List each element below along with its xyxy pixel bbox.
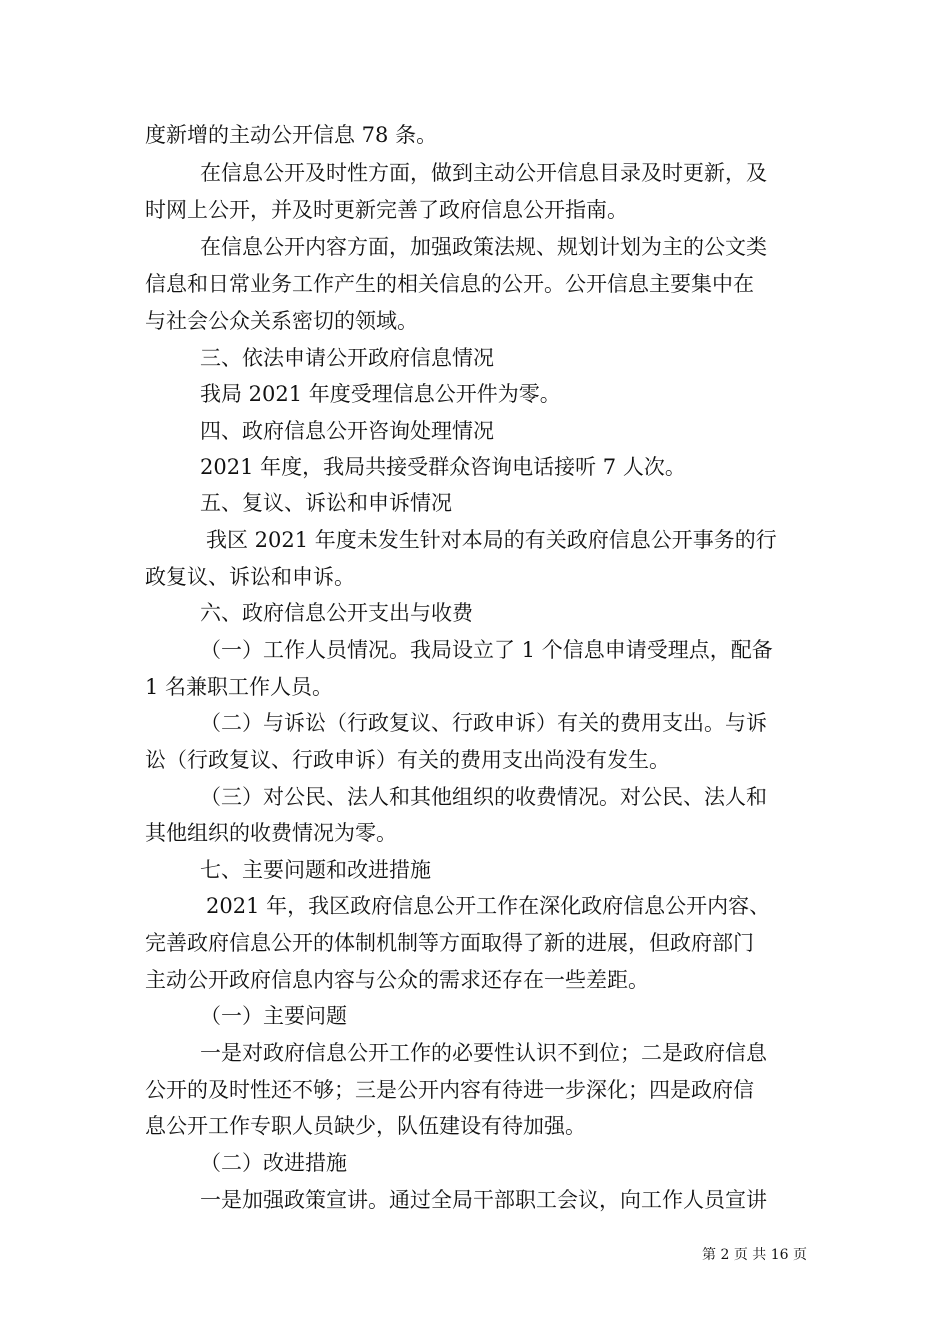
text-line: 1 名兼职工作人员。 xyxy=(145,675,334,699)
text-line: 时网上公开，并及时更新完善了政府信息公开指南。 xyxy=(145,198,628,222)
section-heading: 五、复议、诉讼和申诉情况 xyxy=(200,491,452,515)
text-line: 我局 2021 年度受理信息公开件为零。 xyxy=(200,382,561,406)
text-line: （三）对公民、法人和其他组织的收费情况。对公民、法人和 xyxy=(200,785,767,809)
section-heading: 三、依法申请公开政府信息情况 xyxy=(200,346,494,370)
text-line: 公开的及时性还不够；三是公开内容有待进一步深化；四是政府信 xyxy=(145,1078,754,1102)
page-number-footer: 第 2 页 共 16 页 xyxy=(702,1247,807,1263)
text-line: 度新增的主动公开信息 78 条。 xyxy=(145,123,438,147)
text-line: 与社会公众关系密切的领域。 xyxy=(145,309,418,333)
text-line: 主动公开政府信息内容与公众的需求还存在一些差距。 xyxy=(145,968,649,992)
text-line: 息公开工作专职人员缺少，队伍建设有待加强。 xyxy=(145,1114,586,1138)
text-line: （二）与诉讼（行政复议、行政申诉）有关的费用支出。与诉 xyxy=(200,711,767,735)
text-line: 讼（行政复议、行政申诉）有关的费用支出尚没有发生。 xyxy=(145,748,670,772)
section-heading: 四、政府信息公开咨询处理情况 xyxy=(200,419,494,443)
subsection-heading: （一）主要问题 xyxy=(200,1004,347,1028)
text-line: 其他组织的收费情况为零。 xyxy=(145,821,397,845)
text-line: 一是加强政策宣讲。通过全局干部职工会议，向工作人员宣讲 xyxy=(200,1188,767,1212)
text-line: 我区 2021 年度未发生针对本局的有关政府信息公开事务的行 xyxy=(206,528,777,552)
text-line: 完善政府信息公开的体制机制等方面取得了新的进展，但政府部门 xyxy=(145,931,754,955)
section-heading: 七、主要问题和改进措施 xyxy=(200,858,431,882)
text-line: 在信息公开内容方面，加强政策法规、规划计划为主的公文类 xyxy=(200,235,767,259)
text-line: 2021 年，我区政府信息公开工作在深化政府信息公开内容、 xyxy=(206,894,771,918)
text-line: 一是对政府信息公开工作的必要性认识不到位；二是政府信息 xyxy=(200,1041,767,1065)
text-line: （一）工作人员情况。我局设立了 1 个信息申请受理点，配备 xyxy=(200,638,773,662)
text-line: 2021 年度，我局共接受群众咨询电话接听 7 人次。 xyxy=(200,455,686,479)
section-heading: 六、政府信息公开支出与收费 xyxy=(200,601,473,625)
text-line: 在信息公开及时性方面，做到主动公开信息目录及时更新，及 xyxy=(200,161,767,185)
subsection-heading: （二）改进措施 xyxy=(200,1151,347,1175)
text-line: 信息和日常业务工作产生的相关信息的公开。公开信息主要集中在 xyxy=(145,272,754,296)
text-line: 政复议、诉讼和申诉。 xyxy=(145,565,355,589)
